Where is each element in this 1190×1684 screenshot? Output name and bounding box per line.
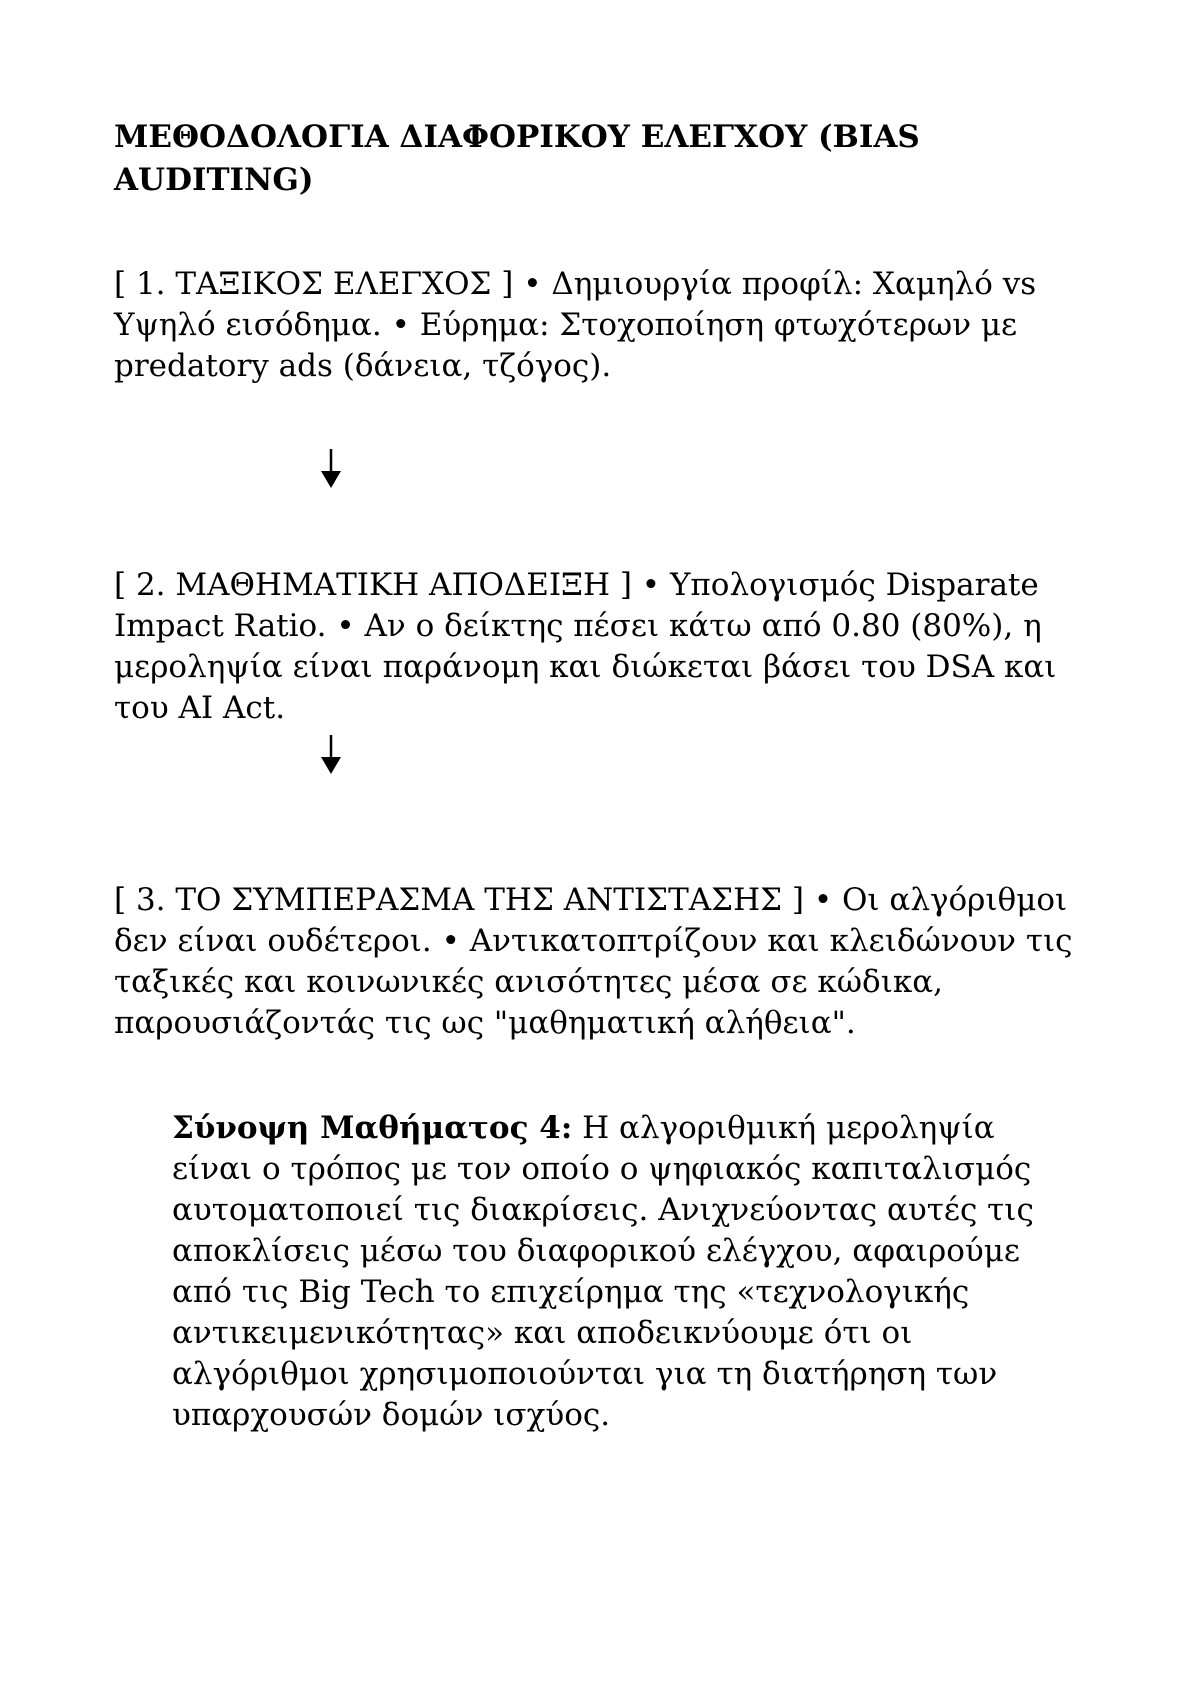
summary-text: Η αλγοριθμική μεροληψία είναι ο τρόπος με τον οποίο ο ψηφιακός καπιταλισμός αυτοματοποιεί τις διακρίσεις. Ανιχνεύοντας αυτές τις αποκλίσεις μέσω του διαφορικού ελέγχου, αφαιρούμε από τις Big Tech το επιχείρημα της «τεχνολογικής αντικειμενικότητας» και αποδεικνύουμε ότι οι αλγόριθμοι χρησιμοποιούνται για τη διατήρηση των υπαρχουσών δομών ισχύος. — [172, 1110, 1034, 1433]
lesson-summary — [172, 1108, 1052, 1436]
summary-label: Σύνοψη Μαθήματος 4: — [172, 1110, 573, 1146]
down-arrow-icon — [316, 449, 346, 489]
step-class-audit: [ 1. ΤΑΞΙΚΟΣ ΕΛΕΓΧΟΣ ] • Δημιουργία προφίλ: Χαμηλό vs Υψηλό εισόδημα. • Εύρημα: Στοχοποίηση φτωχότερων με predatory ads (δάνεια, τζόγος). — [114, 266, 1037, 384]
step-conclusion: [ 3. ΤΟ ΣΥΜΠΕΡΑΣΜΑ ΤΗΣ ΑΝΤΙΣΤΑΣΗΣ ] • Οι αλγόριθμοι δεν είναι ουδέτεροι. • Αντικατοπτρίζουν και κλειδώνουν τις ταξικές και κοινωνικές ανισότητες μέσα σε κώδικα, παρουσιάζοντάς τις ως "μαθηματική αλήθεια". — [114, 882, 1073, 1041]
step-mathematical-proof: [ 2. ΜΑΘΗΜΑΤΙΚΗ ΑΠΟΔΕΙΞΗ ] • Υπολογισμός Disparate Impact Ratio. • Αν ο δείκτης πέσει κάτω από 0.80 (80%), η μεροληψία είναι παράνομη και διώκεται βάσει του DSA και του AI Act. — [114, 567, 1057, 726]
document-title: ΜΕΘΟΔΟΛΟΓΙΑ ΔΙΑΦΟΡΙΚΟΥ ΕΛΕΓΧΟΥ (BIAS AUDITING) — [114, 119, 920, 198]
down-arrow-icon — [316, 735, 346, 775]
